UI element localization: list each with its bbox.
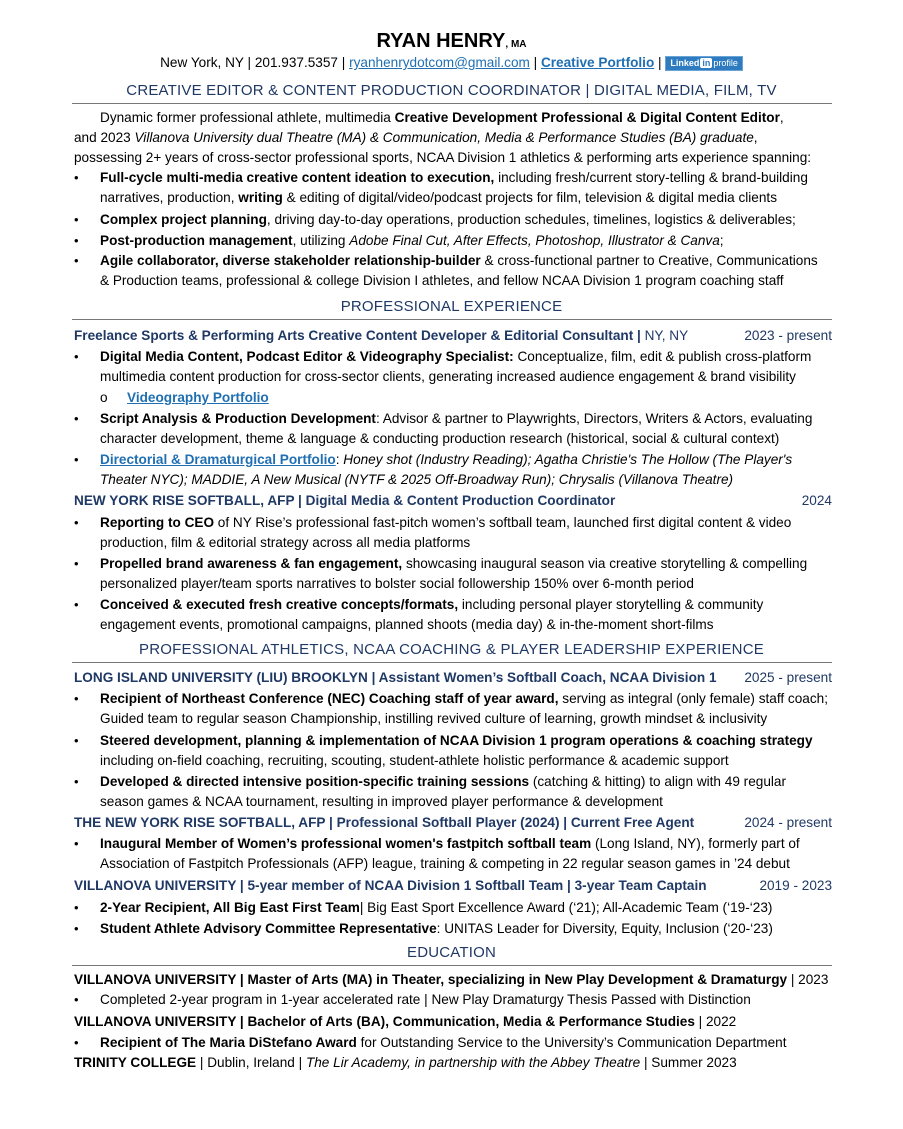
edu-ma: VILLANOVA UNIVERSITY | Master of Arts (MA) in Theater, specializing in New Play Development & Dramaturgy | 2023 bbox=[74, 972, 829, 987]
directorial-portfolio-link[interactable]: Directorial & Dramaturgical Portfolio bbox=[100, 452, 336, 467]
contact-line: New York, NY | 201.937.5357 | ryanhenrydotcom@gmail.com | Creative Portfolio | Linked in profile bbox=[0, 53, 903, 73]
job-nyrise-dates: 2024 bbox=[801, 493, 832, 508]
linkedin-profile-link[interactable]: Linked in profile bbox=[665, 56, 743, 71]
nyrise-bullet-2: Propelled brand awareness & fan engagement, showcasing inaugural season via creative storytelling & compelling bbox=[100, 556, 808, 571]
summary-line-1: Dynamic former professional athlete, multimedia Creative Development Professional & Digital Content Editor, bbox=[100, 110, 784, 125]
nyrise-bullet-1-cont: production, film & editorial strategy across all media platforms bbox=[100, 535, 471, 550]
divider bbox=[72, 319, 832, 320]
section-experience: PROFESSIONAL EXPERIENCE bbox=[340, 298, 563, 315]
email-link[interactable]: ryanhenrydotcom@gmail.com bbox=[349, 55, 530, 70]
liu-bullet-3-cont: season games & NCAA tournament, resulting in improved player performance & development bbox=[100, 794, 663, 809]
liu-bullet-1: Recipient of Northeast Conference (NEC) Coaching staff of year award, serving as integral (only female) staff coach; bbox=[100, 691, 828, 706]
freelance-bullet-2: Script Analysis & Production Development: Advisor & partner to Playwrights, Directors, Writers & Actors, evaluating bbox=[100, 411, 813, 426]
freelance-bullet-2-cont: character development, theme & language & conducting production research (historical, social & cultural context) bbox=[100, 431, 780, 446]
name: RYAN HENRY bbox=[376, 30, 506, 52]
headline-title: CREATIVE EDITOR & CONTENT PRODUCTION COORDINATOR | DIGITAL MEDIA, FILM, TV bbox=[126, 82, 777, 99]
summary-bullet-3: Post-production management, utilizing Adobe Final Cut, After Effects, Photoshop, Illustrator & Canva; bbox=[100, 233, 724, 248]
videography-portfolio-link[interactable]: Videography Portfolio bbox=[127, 390, 269, 405]
edu-ma-bullet: Completed 2-year program in 1-year accelerated rate | New Play Dramaturgy Thesis Passed with Distinction bbox=[100, 992, 751, 1007]
job-nyrise-player-dates: 2024 - present bbox=[744, 815, 832, 830]
divider bbox=[72, 965, 832, 966]
nyrise-bullet-3: Conceived & executed fresh creative concepts/formats, including personal player storytelling & community bbox=[100, 597, 764, 612]
creative-portfolio-link[interactable]: Creative Portfolio bbox=[540, 55, 655, 70]
job-villanova-softball-dates: 2019 - 2023 bbox=[759, 878, 832, 893]
summary-bullet-2: Complex project planning, driving day-to-day operations, production schedules, timelines, logistics & deliverables; bbox=[100, 212, 796, 227]
job-liu-dates: 2025 - present bbox=[744, 670, 832, 685]
nyrise-player-bullet-1: Inaugural Member of Women’s professional women's fastpitch softball team (Long Island, NY), formerly part of bbox=[100, 836, 800, 851]
freelance-bullet-1: Digital Media Content, Podcast Editor & Videography Specialist: Conceptualize, film, edit & publish cross-platform bbox=[100, 349, 812, 364]
job-nyrise-player-title: THE NEW YORK RISE SOFTBALL, AFP | Professional Softball Player (2024) | Current Free Agent bbox=[74, 815, 695, 830]
summary-bullet-1: Full-cycle multi-media creative content ideation to execution, including fresh/current story-telling & brand-building bbox=[100, 170, 808, 185]
section-education: EDUCATION bbox=[406, 944, 497, 961]
resume-page: RYAN HENRY, MA New York, NY | 201.937.5357 | ryanhenrydotcom@gmail.com | Creative Portfolio | Linked in profile CREATIVE EDITOR & CONTENT PRODUCTION COORDINATOR | DIGITAL MEDIA, FILM, TV Dynamic former professional athlete, multimedia Creative Development Professional & Digital Content Editor, and 2023 Villanova University dual Theatre (MA) & Communication, Media & Performance Studies (BA) graduate, possessing 2+ years of cross-sector professional sports, NCAA Division 1 athletics & performing arts experience spanning: • Full-cycle multi-media creative content ideation to execution, including fresh/current story-telling & brand-building narratives, production, writing & editing of digital/video/podcast projects for film, television & digital media clients • Complex project planning, driving day-to-day operations, production schedules, timelines, logistics & deliverables; • Post-production management, utilizing Adobe Final Cut, After Effects, Photoshop, Illustrator & Canva; • Agile collaborator, diverse stakeholder relationship-builder & cross-functional partner to Creative, Communications & Production teams, professional & college Division I athletes, and fellow NCAA Division 1 program coaching staff PROFESSIONAL EXPERIENCE Freelance Sports & Performing Arts Creative Content Developer & Editorial Consultant | NY, NY 2023 - present • Digital Media Content, Podcast Editor & Videography Specialist: Conceptualize, film, edit & publish cross-platform multimedia content production for cross-sector clients, generating increased audience engagement & brand visibility o Videography Portfolio • Script Analysis & Production Development: Advisor & partner to Playwrights, Directors, Writers & Actors, evaluating character development, theme & language & conducting production research (historical, social & cultural context) • Directorial & Dramaturgical Portfolio: Honey shot (Industry Reading); Agatha Christie's The Hollow (The Player's Theater NYC); MADDIE, A New Musical (NYTF & 2025 Off-Broadway Run); Chrysalis (Villanova Theatre) NEW YORK RISE SOFTBALL, AFP | Digital Media & Content Production Coordinator 2024 • Reporting to CEO of NY Rise’s professional fast-pitch women’s softball team, launched first digital content & video production, film & editorial strategy across all media platforms • Propelled brand awareness & fan engagement, showcasing inaugural season via creative storytelling & compelling personalized player/team sports narratives to bolster social followership 150% over 6-month period • Conceived & executed fresh creative concepts/formats, including personal player storytelling & community engagement events, promotional campaigns, planned shoots (media day) & in-the-moment short-films PROFESSIONAL ATHLETICS, NCAA COACHING & PLAYER LEADERSHIP EXPERIENCE LONG ISLAND UNIVERSITY (LIU) BROOKLYN | Assistant Women’s Softball Coach, NCAA Division 1 2025 - present • Recipient of Northeast Conference (NEC) Coaching staff of year award, serving as integral (only female) staff coach; Guided team to regular season Championship, instilling revived culture of learning, growth mindset & inclusivity • Steered development, planning & implementation of NCAA Division 1 program operations & coaching strategy including on-field coaching, recruiting, scouting, student-athlete holistic performance & academic support • Developed & directed intensive position-specific training sessions (catching & hitting) to align with 49 regular season games & NCAA tournament, resulting in improved player performance & development THE NEW YORK RISE SOFTBALL, AFP | Professional Softball Player (2024) | Current Free Agent 2024 - present • Inaugural Member of Women’s professional women's fastpitch softball team (Long Island, NY), formerly part of Association of Fastpitch Professionals (AFP) league, training & competing in 22 regular season games in ’24 debut VILLANOVA UNIVERSITY | 5-year member of NCAA Division 1 Softball Team | 3-year Team Captain 2019 - 2023 • 2-Year Recipient, All Big East First Team| Big East Sport Excellence Award (‘21); All-Academic Team (‘19-‘23) • Student Athlete Advisory Committee Representative: UNITAS Leader for Diversity, Equity, Inclusion (‘20-‘23) EDUCATION VILLANOVA UNIVERSITY | Master of Arts (MA) in Theater, specializing in New Play Development & Dramaturgy | 2023 • Completed 2-year program in 1-year accelerated rate | New Play Dramaturgy Thesis Passed with Distinction VILLANOVA UNIVERSITY | Bachelor of Arts (BA), Communication, Media & Performance Studies | 2022 • Recipient of The Maria DiStefano Award for Outstanding Service to the University’s Communication Department TRINITY COLLEGE | Dublin, Ireland | The Lir Academy, in partnership with the Abbey Theatre | Summer 2023 bbox=[0, 0, 903, 1129]
linkedin-icon: in bbox=[702, 57, 711, 68]
freelance-bullet-1-cont: multimedia content production for cross-sector clients, generating increased audience engagement & brand visibility bbox=[100, 369, 796, 384]
job-villanova-softball-title: VILLANOVA UNIVERSITY | 5-year member of NCAA Division 1 Softball Team | 3-year Team Captain bbox=[74, 878, 707, 893]
phone: 201.937.5357 bbox=[254, 55, 338, 70]
summary-bullet-4: Agile collaborator, diverse stakeholder relationship-builder & cross-functional partner to Creative, Communications bbox=[100, 253, 818, 268]
nyrise-bullet-3-cont: engagement events, promotional campaigns, planned shoots (media day) & in-the-moment short-films bbox=[100, 617, 714, 632]
divider bbox=[72, 662, 832, 663]
job-freelance-title: Freelance Sports & Performing Arts Creative Content Developer & Editorial Consultant | NY, NY bbox=[74, 328, 689, 343]
liu-bullet-3: Developed & directed intensive position-specific training sessions (catching & hitting) to align with 49 regular bbox=[100, 774, 786, 789]
credential: , MA bbox=[505, 39, 527, 50]
summary-bullet-4-cont: & Production teams, professional & college Division I athletes, and fellow NCAA Division 1 program coaching staff bbox=[100, 273, 784, 288]
liu-bullet-1-cont: Guided team to regular season Championship, instilling revived culture of learning, growth mindset & inclusivity bbox=[100, 711, 768, 726]
job-liu-title: LONG ISLAND UNIVERSITY (LIU) BROOKLYN | Assistant Women’s Softball Coach, NCAA Division 1 bbox=[74, 670, 717, 685]
liu-bullet-2: Steered development, planning & implementation of NCAA Division 1 program operations & coaching strategy bbox=[100, 733, 813, 748]
edu-trinity: TRINITY COLLEGE | Dublin, Ireland | The Lir Academy, in partnership with the Abbey Theatre | Summer 2023 bbox=[74, 1055, 737, 1070]
summary-bullet-1-cont: narratives, production, writing & editing of digital/video/podcast projects for film, television & digital media clients bbox=[100, 190, 777, 205]
section-athletics: PROFESSIONAL ATHLETICS, NCAA COACHING & PLAYER LEADERSHIP EXPERIENCE bbox=[139, 641, 764, 658]
location: New York, NY bbox=[160, 55, 244, 70]
divider bbox=[72, 103, 832, 104]
freelance-bullet-3-cont: Theater NYC); MADDIE, A New Musical (NYTF & 2025 Off-Broadway Run); Chrysalis (Villanova Theatre) bbox=[100, 472, 734, 487]
summary-line-3: possessing 2+ years of cross-sector professional sports, NCAA Division 1 athletics & performing arts experience spanning: bbox=[74, 150, 812, 165]
sub-bullet-marker: o bbox=[100, 390, 108, 405]
freelance-bullet-3: Directorial & Dramaturgical Portfolio: Honey shot (Industry Reading); Agatha Christie's The Hollow (The Player's bbox=[100, 452, 793, 467]
nyrise-bullet-2-cont: personalized player/team sports narratives to bolster social followership 150% over 6-month period bbox=[100, 576, 694, 591]
job-freelance-dates: 2023 - present bbox=[744, 328, 832, 343]
nyrise-player-bullet-1-cont: Association of Fastpitch Professionals (AFP) league, training & competing in 22 regular season games in ’24 debut bbox=[100, 856, 790, 871]
nyrise-bullet-1: Reporting to CEO of NY Rise’s professional fast-pitch women’s softball team, launched first digital content & video bbox=[100, 515, 792, 530]
edu-ba-bullet: Recipient of The Maria DiStefano Award for Outstanding Service to the University’s Communication Department bbox=[100, 1035, 787, 1050]
liu-bullet-2-cont: including on-field coaching, recruiting, scouting, student-athlete holistic performance & academic support bbox=[100, 753, 729, 768]
villanova-softball-bullet-2: Student Athlete Advisory Committee Representative: UNITAS Leader for Diversity, Equity, Inclusion (‘20-‘23) bbox=[100, 921, 773, 936]
edu-ba: VILLANOVA UNIVERSITY | Bachelor of Arts (BA), Communication, Media & Performance Studies | 2022 bbox=[74, 1014, 737, 1029]
summary-line-2: and 2023 Villanova University dual Theatre (MA) & Communication, Media & Performance Studies (BA) graduate, bbox=[74, 130, 758, 145]
job-nyrise-title: NEW YORK RISE SOFTBALL, AFP | Digital Media & Content Production Coordinator bbox=[74, 493, 616, 508]
villanova-softball-bullet-1: 2-Year Recipient, All Big East First Team| Big East Sport Excellence Award (‘21); All-Academic Team (‘19-‘23) bbox=[100, 900, 773, 915]
